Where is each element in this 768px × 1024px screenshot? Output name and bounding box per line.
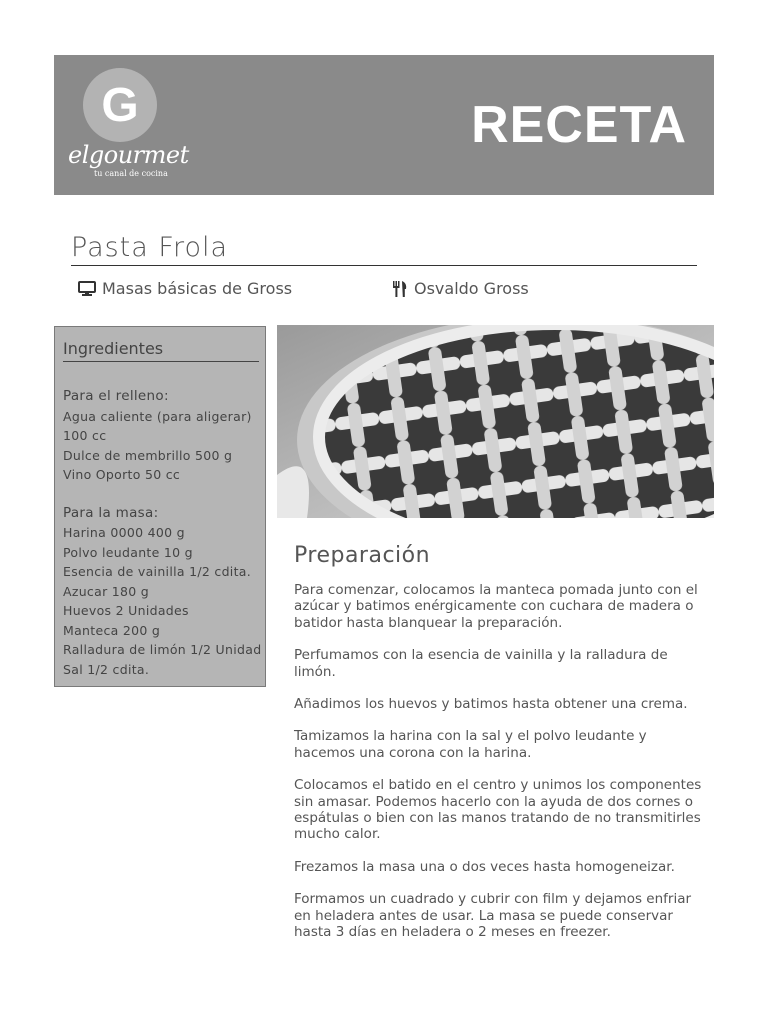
fork-knife-icon: [392, 280, 408, 298]
preparation-steps: [294, 582, 704, 957]
recipe-show: [78, 279, 292, 298]
logo-wordmark: elgourmet: [68, 141, 189, 169]
ingredient-item: Harina 0000 400 g: [63, 525, 185, 540]
preparation-step: Tamizamos la harina con la sal y el polvo leudante y hacemos una corona con la harina.: [294, 728, 647, 761]
ingredient-item: Sal 1/2 cdita.: [63, 661, 150, 677]
recipe-photo: [277, 325, 714, 518]
ingredients-section-label: Para la masa:: [63, 504, 159, 521]
ingredient-item: Ralladura de limón 1/2 Unidad: [63, 642, 262, 657]
chef-name: Osvaldo Gross: [414, 279, 529, 298]
ingredients-heading: Ingredientes: [63, 339, 259, 362]
preparation-step: Formamos un cuadrado y cubrir con film y dejamos enfriar en heladera antes de usar. La masa se puede conservar hasta 3 días en heladera o 2 meses en freezer.: [294, 891, 692, 941]
preparation-step: Añadimos los huevos y batimos hasta obtener una crema.: [294, 696, 688, 713]
header-title: RECETA: [471, 96, 687, 154]
ingredient-item: Esencia de vainilla 1/2 cdita.: [63, 564, 252, 579]
ingredient-item: Manteca 200 g: [63, 622, 161, 638]
ingredient-item: Polvo leudante 10 g: [63, 544, 193, 560]
logo-letter: G: [101, 79, 139, 132]
ingredient-item: Huevos 2 Unidades: [63, 603, 189, 618]
ingredients-section-label: Para el relleno:: [63, 388, 169, 404]
preparation-step: Frezamos la masa una o dos veces hasta homogeneizar.: [294, 858, 675, 875]
ingredient-item: Dulce de membrillo 500 g: [63, 447, 233, 463]
ingredients-panel: [54, 326, 266, 687]
ingredient-item: Vino Oporto 50 cc: [63, 467, 181, 482]
preparation-step: Perfumamos con la esencia de vainilla y la ralladura de limón.: [294, 647, 668, 680]
recipe-chef: [392, 279, 529, 298]
monitor-icon: [78, 281, 96, 297]
preparation-step: Para comenzar, colocamos la manteca pomada junto con el azúcar y batimos enérgicamente con cuchara de madera o batidor hasta blanquear la preparación.: [294, 582, 698, 631]
elgourmet-logo-icon: [82, 67, 158, 143]
recipe-title: Pasta Frola: [71, 232, 697, 266]
preparation-heading: Preparación: [294, 543, 431, 568]
logo-tagline: tu canal de cocina: [94, 169, 168, 178]
ingredient-item: Azucar 180 g: [63, 583, 150, 599]
ingredient-item: Agua caliente (para aligerar) 100 cc: [63, 408, 252, 443]
preparation-step: Colocamos el batido en el centro y unimos los componentes sin amasar. Podemos hacerlo con la ayuda de dos cornes o espátulas o bien con las manos tratando de no transmitirles mucho calor.: [294, 777, 702, 843]
header-banner: [54, 55, 714, 195]
show-name: Masas básicas de Gross: [102, 279, 293, 298]
ingredients-list: [63, 387, 263, 679]
